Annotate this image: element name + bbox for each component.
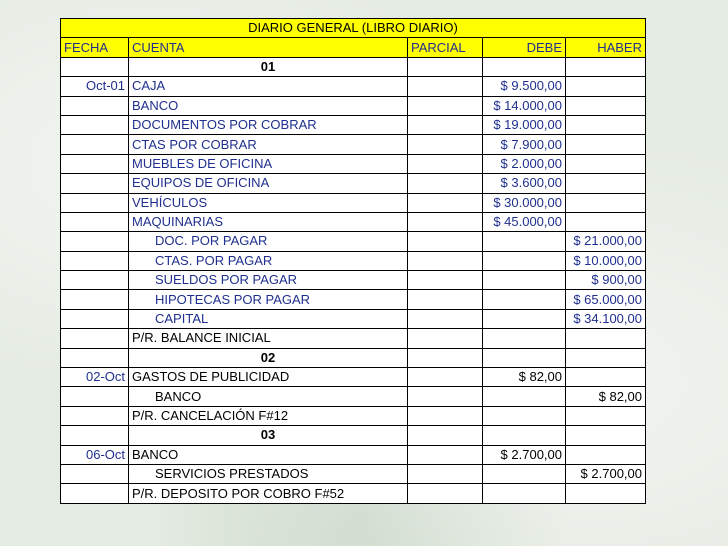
parcial-cell (408, 290, 483, 309)
account-name: HIPOTECAS POR PAGAR (129, 290, 408, 309)
debe-cell (483, 57, 566, 76)
account-name: MUEBLES DE OFICINA (129, 154, 408, 173)
parcial-cell (408, 174, 483, 193)
haber-cell (566, 348, 646, 367)
debe-amount (483, 387, 566, 406)
entry-note: P/R. CANCELACIÓN F#12 (129, 406, 408, 425)
haber-amount: $ 65.000,00 (566, 290, 646, 309)
account-name: BANCO (129, 387, 408, 406)
section-row (61, 426, 646, 445)
entry-note: P/R. BALANCE INICIAL (129, 329, 408, 348)
entry-row (61, 154, 646, 173)
date-cell: 06-Oct (61, 445, 129, 464)
account-name: CTAS POR COBRAR (129, 135, 408, 154)
debe-amount (483, 464, 566, 483)
haber-cell (566, 329, 646, 348)
parcial-cell (408, 309, 483, 328)
date-cell (61, 348, 129, 367)
haber-amount (566, 154, 646, 173)
debe-amount: $ 82,00 (483, 368, 566, 387)
date-cell (61, 57, 129, 76)
date-cell (61, 290, 129, 309)
haber-amount (566, 445, 646, 464)
debe-amount (483, 271, 566, 290)
account-name: CAPITAL (129, 309, 408, 328)
title-row (61, 19, 646, 38)
parcial-cell (408, 464, 483, 483)
parcial-cell (408, 154, 483, 173)
haber-amount (566, 212, 646, 231)
haber-amount: $ 900,00 (566, 271, 646, 290)
entry-row (61, 309, 646, 328)
debe-cell (483, 484, 566, 503)
section-number: 01 (129, 57, 408, 76)
parcial-cell (408, 387, 483, 406)
debe-amount: $ 14.000,00 (483, 96, 566, 115)
account-name: MAQUINARIAS (129, 212, 408, 231)
parcial-cell (408, 96, 483, 115)
haber-amount: $ 21.000,00 (566, 232, 646, 251)
date-cell (61, 406, 129, 425)
date-cell (61, 387, 129, 406)
debe-amount: $ 19.000,00 (483, 115, 566, 134)
entry-row (61, 445, 646, 464)
haber-amount (566, 115, 646, 134)
haber-amount (566, 193, 646, 212)
parcial-cell (408, 135, 483, 154)
account-name: DOCUMENTOS POR COBRAR (129, 115, 408, 134)
section-row (61, 348, 646, 367)
parcial-cell (408, 232, 483, 251)
account-name: CTAS. POR PAGAR (129, 251, 408, 270)
note-row (61, 406, 646, 425)
entry-row (61, 193, 646, 212)
entry-row (61, 115, 646, 134)
account-name: SUELDOS POR PAGAR (129, 271, 408, 290)
debe-amount: $ 3.600,00 (483, 174, 566, 193)
header-haber: HABER (566, 38, 646, 57)
debe-cell (483, 348, 566, 367)
entry-note: P/R. DEPOSITO POR COBRO F#52 (129, 484, 408, 503)
debe-amount: $ 2.000,00 (483, 154, 566, 173)
entry-row (61, 387, 646, 406)
entry-row (61, 96, 646, 115)
entry-row (61, 251, 646, 270)
parcial-cell (408, 329, 483, 348)
debe-amount (483, 290, 566, 309)
journal-table (60, 18, 646, 504)
parcial-cell (408, 212, 483, 231)
date-cell (61, 251, 129, 270)
haber-amount (566, 96, 646, 115)
header-cuenta: CUENTA (129, 38, 408, 57)
parcial-cell (408, 193, 483, 212)
note-row (61, 484, 646, 503)
date-cell: 02-Oct (61, 368, 129, 387)
entry-row (61, 212, 646, 231)
account-name: SERVICIOS PRESTADOS (129, 464, 408, 483)
haber-amount: $ 10.000,00 (566, 251, 646, 270)
debe-amount (483, 309, 566, 328)
haber-amount (566, 77, 646, 96)
entry-row (61, 290, 646, 309)
debe-cell (483, 329, 566, 348)
entry-row (61, 464, 646, 483)
note-row (61, 329, 646, 348)
debe-amount (483, 251, 566, 270)
entry-row (61, 77, 646, 96)
account-name: CAJA (129, 77, 408, 96)
date-cell (61, 115, 129, 134)
debe-amount: $ 45.000,00 (483, 212, 566, 231)
date-cell (61, 271, 129, 290)
journal-title: DIARIO GENERAL (LIBRO DIARIO) (61, 19, 646, 38)
date-cell (61, 426, 129, 445)
parcial-cell (408, 484, 483, 503)
account-name: BANCO (129, 96, 408, 115)
parcial-cell (408, 368, 483, 387)
parcial-cell (408, 445, 483, 464)
date-cell (61, 174, 129, 193)
haber-amount: $ 82,00 (566, 387, 646, 406)
entry-row (61, 368, 646, 387)
date-cell (61, 309, 129, 328)
entry-row (61, 232, 646, 251)
parcial-cell (408, 115, 483, 134)
parcial-cell (408, 348, 483, 367)
haber-cell (566, 57, 646, 76)
header-row (61, 38, 646, 57)
date-cell: Oct-01 (61, 77, 129, 96)
debe-amount: $ 30.000,00 (483, 193, 566, 212)
account-name: VEHÍCULOS (129, 193, 408, 212)
date-cell (61, 212, 129, 231)
section-row (61, 57, 646, 76)
date-cell (61, 96, 129, 115)
debe-amount: $ 2.700,00 (483, 445, 566, 464)
account-name: EQUIPOS DE OFICINA (129, 174, 408, 193)
haber-amount (566, 368, 646, 387)
debe-cell (483, 406, 566, 425)
parcial-cell (408, 406, 483, 425)
parcial-cell (408, 271, 483, 290)
date-cell (61, 232, 129, 251)
header-debe: DEBE (483, 38, 566, 57)
account-name: DOC. POR PAGAR (129, 232, 408, 251)
debe-amount (483, 232, 566, 251)
debe-amount: $ 9.500,00 (483, 77, 566, 96)
entry-row (61, 271, 646, 290)
account-name: GASTOS DE PUBLICIDAD (129, 368, 408, 387)
header-parcial: PARCIAL (408, 38, 483, 57)
haber-cell (566, 426, 646, 445)
date-cell (61, 193, 129, 212)
haber-cell (566, 484, 646, 503)
parcial-cell (408, 77, 483, 96)
parcial-cell (408, 251, 483, 270)
haber-amount: $ 34.100,00 (566, 309, 646, 328)
haber-amount (566, 135, 646, 154)
section-number: 03 (129, 426, 408, 445)
account-name: BANCO (129, 445, 408, 464)
date-cell (61, 464, 129, 483)
header-fecha: FECHA (61, 38, 129, 57)
haber-amount (566, 174, 646, 193)
entry-row (61, 174, 646, 193)
date-cell (61, 154, 129, 173)
date-cell (61, 135, 129, 154)
date-cell (61, 484, 129, 503)
debe-amount: $ 7.900,00 (483, 135, 566, 154)
haber-cell (566, 406, 646, 425)
debe-cell (483, 426, 566, 445)
entry-row (61, 135, 646, 154)
date-cell (61, 329, 129, 348)
haber-amount: $ 2.700,00 (566, 464, 646, 483)
section-number: 02 (129, 348, 408, 367)
parcial-cell (408, 426, 483, 445)
parcial-cell (408, 57, 483, 76)
